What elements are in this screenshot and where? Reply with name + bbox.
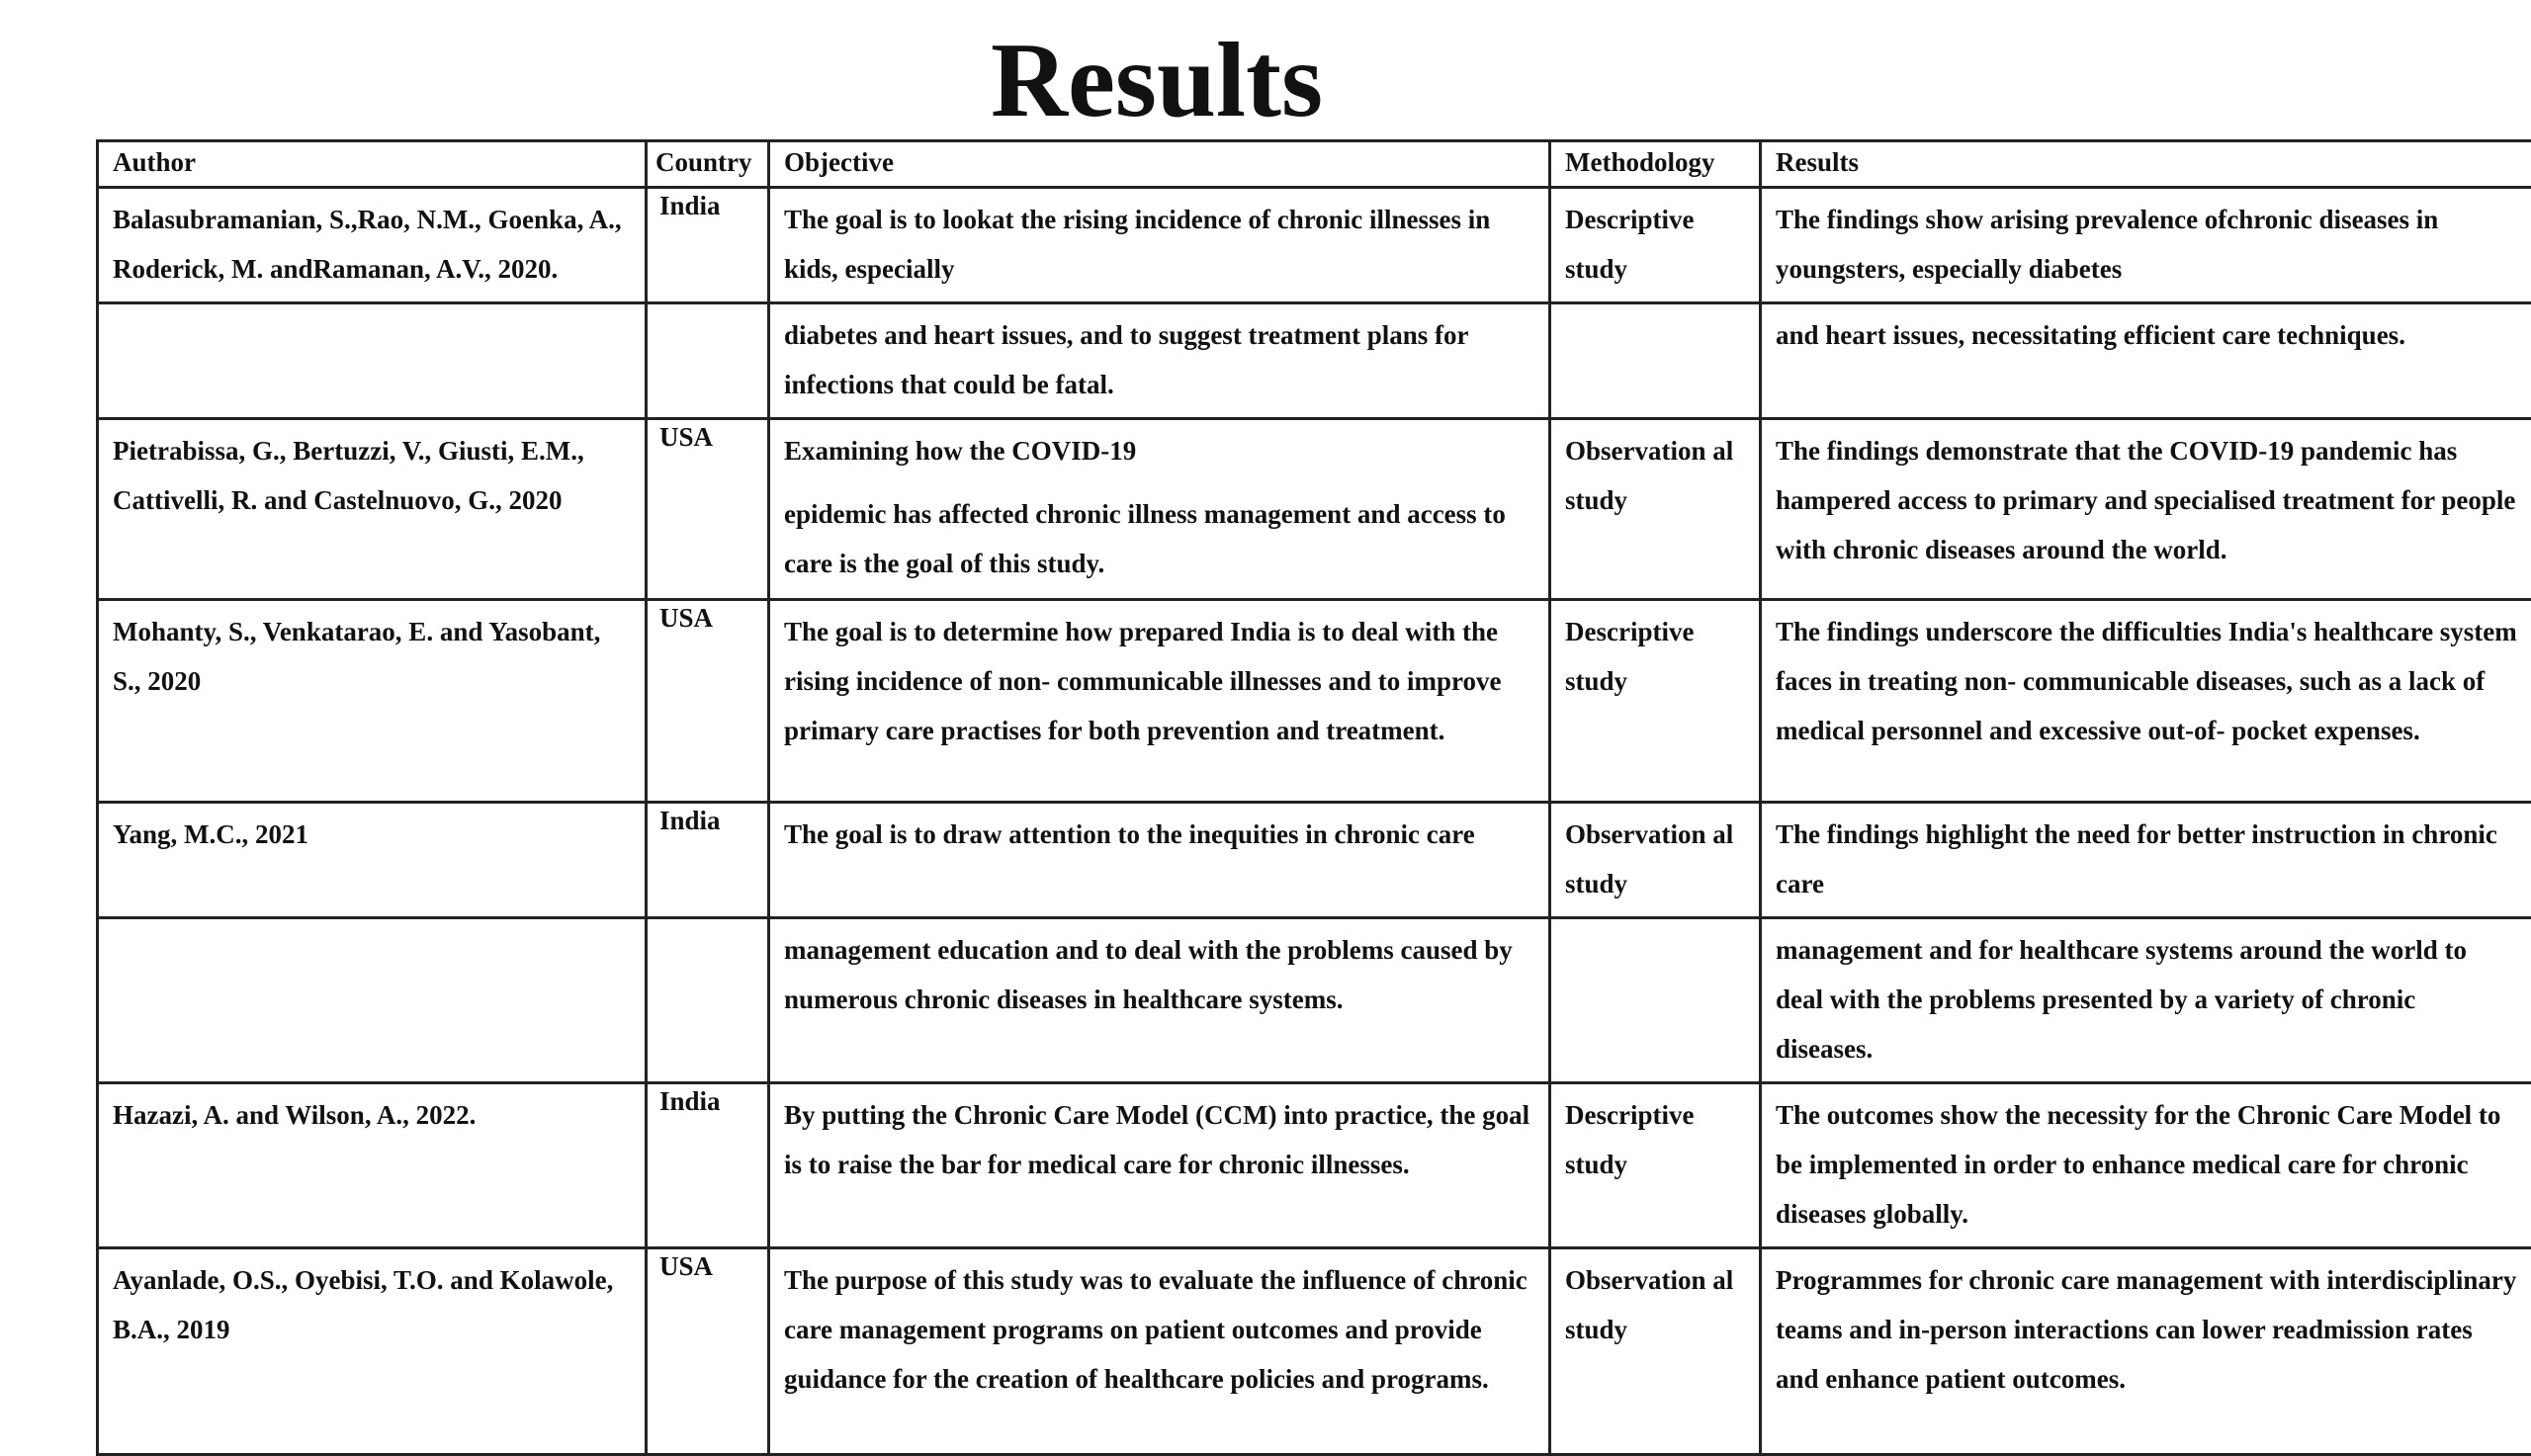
- cell-results: The findings show arising prevalence ofchronic diseases in youngsters, especially diabetes: [1761, 188, 2531, 303]
- cell-country: India: [647, 803, 769, 918]
- cell-country: USA: [647, 419, 769, 600]
- cell-country: India: [647, 1083, 769, 1248]
- cell-author: [98, 303, 647, 419]
- cell-author: [98, 918, 647, 1083]
- cell-author: Hazazi, A. and Wilson, A., 2022.: [98, 1083, 647, 1248]
- table-row: [98, 1083, 2531, 1248]
- cell-author: Balasubramanian, S.,Rao, N.M., Goenka, A., Roderick, M. andRamanan, A.V., 2020.: [98, 188, 647, 303]
- header-objective: Objective: [769, 141, 1550, 188]
- cell-objective: The goal is to determine how prepared India is to deal with the rising incidence of non- communicable illnesses and to improve primary care practises for both prevention and treatment.: [769, 600, 1550, 803]
- cell-objective: The purpose of this study was to evaluate the influence of chronic care management programs on patient outcomes and provide guidance for the creation of healthcare policies and programs.: [769, 1248, 1550, 1455]
- cell-country: USA: [647, 1248, 769, 1455]
- table-row: [98, 600, 2531, 803]
- cell-methodology: Observation al study: [1550, 1248, 1761, 1455]
- cell-methodology: Descriptive study: [1550, 1083, 1761, 1248]
- cell-results: and heart issues, necessitating efficient care techniques.: [1761, 303, 2531, 419]
- cell-methodology: [1550, 918, 1761, 1083]
- cell-author: Yang, M.C., 2021: [98, 803, 647, 918]
- cell-author: Ayanlade, O.S., Oyebisi, T.O. and Kolawole, B.A., 2019: [98, 1248, 647, 1455]
- cell-methodology: Descriptive study: [1550, 188, 1761, 303]
- cell-country: USA: [647, 600, 769, 803]
- table-row: [98, 803, 2531, 918]
- results-table: [96, 139, 2531, 1456]
- cell-objective: The goal is to lookat the rising incidence of chronic illnesses in kids, especially: [769, 188, 1550, 303]
- cell-country: India: [647, 188, 769, 303]
- header-methodology: Methodology: [1550, 141, 1761, 188]
- cell-results: The outcomes show the necessity for the Chronic Care Model to be implemented in order to enhance medical care for chronic diseases globally.: [1761, 1083, 2531, 1248]
- cell-results: The findings underscore the difficulties India's healthcare system faces in treating non- communicable diseases, such as a lack of medical personnel and excessive out-of- pocket expenses.: [1761, 600, 2531, 803]
- cell-objective: [769, 419, 1550, 600]
- header-author: Author: [98, 141, 647, 188]
- cell-objective: diabetes and heart issues, and to suggest treatment plans for infections that could be fatal.: [769, 303, 1550, 419]
- header-results: Results: [1761, 141, 2531, 188]
- cell-objective: The goal is to draw attention to the inequities in chronic care: [769, 803, 1550, 918]
- cell-methodology: Observation al study: [1550, 803, 1761, 918]
- objective-line: Examining how the COVID-19: [784, 426, 1534, 475]
- cell-objective: By putting the Chronic Care Model (CCM) into practice, the goal is to raise the bar for medical care for chronic illnesses.: [769, 1083, 1550, 1248]
- cell-country: [647, 303, 769, 419]
- table-row: [98, 188, 2531, 303]
- header-country: Country: [647, 141, 769, 188]
- cell-results: The findings demonstrate that the COVID-19 pandemic has hampered access to primary and specialised treatment for people with chronic diseases around the world.: [1761, 419, 2531, 600]
- cell-results: Programmes for chronic care management with interdisciplinary teams and in-person interactions can lower readmission rates and enhance patient outcomes.: [1761, 1248, 2531, 1455]
- table-row: [98, 918, 2531, 1083]
- cell-results: management and for healthcare systems around the world to deal with the problems presented by a variety of chronic diseases.: [1761, 918, 2531, 1083]
- cell-methodology: Descriptive study: [1550, 600, 1761, 803]
- objective-continuation: epidemic has affected chronic illness management and access to care is the goal of this study.: [784, 489, 1534, 588]
- cell-author: Pietrabissa, G., Bertuzzi, V., Giusti, E.M., Cattivelli, R. and Castelnuovo, G., 2020: [98, 419, 647, 600]
- table-row: [98, 1248, 2531, 1455]
- table-header-row: [98, 141, 2531, 188]
- cell-objective: management education and to deal with the problems caused by numerous chronic diseases in healthcare systems.: [769, 918, 1550, 1083]
- table-row: [98, 303, 2531, 419]
- cell-results: The findings highlight the need for better instruction in chronic care: [1761, 803, 2531, 918]
- table-row: [98, 419, 2531, 600]
- cell-author: Mohanty, S., Venkatarao, E. and Yasobant, S., 2020: [98, 600, 647, 803]
- page-title: Results: [0, 22, 2313, 140]
- cell-country: [647, 918, 769, 1083]
- cell-methodology: [1550, 303, 1761, 419]
- cell-methodology: Observation al study: [1550, 419, 1761, 600]
